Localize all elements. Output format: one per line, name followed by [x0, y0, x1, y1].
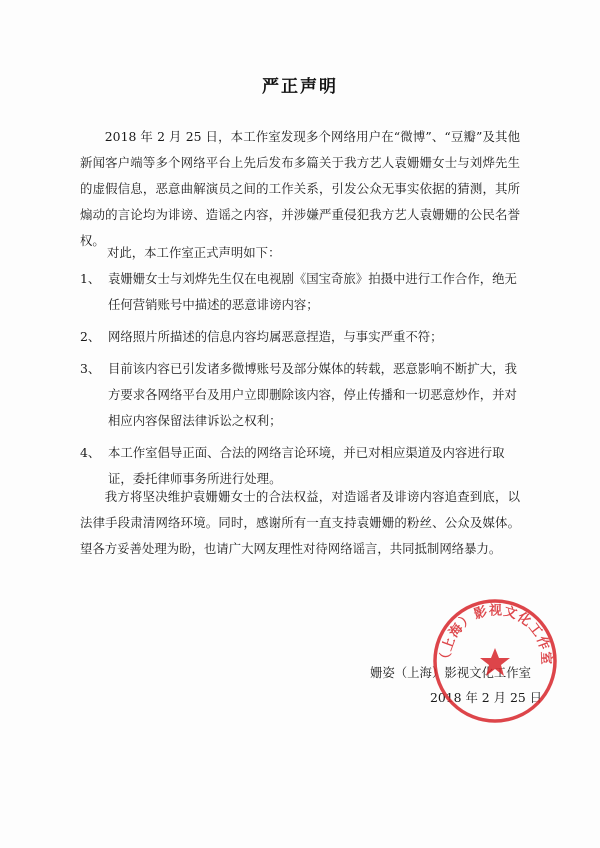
list-item-number: 3、 [80, 361, 101, 376]
seal-text: （上海）影视文化工作室 [438, 603, 554, 666]
signature: 姗姿（上海）影视文化工作室 [370, 665, 532, 680]
document-title: 严正声明 [262, 77, 338, 97]
list-item-number: 1、 [80, 271, 101, 286]
statement-paragraph-1: 2018 年 2 月 25 日，本工作室发现多个网络用户在“微博”、“豆瓣”及其他新闻客户端等多个网络平台上先后发布多篇关于我方艺人袁姗姗女士与刘烨先生的虚假信息，恶意曲解演员之间的工作关系，引发公众无事实依据的猜测，其所煽动的言论均为诽谤、造谣之内容，并涉嫌严重侵犯我方艺人袁姗姗的公民名誉权。 [80, 129, 520, 248]
list-item [80, 324, 520, 350]
list-item-text: 网络照片所描述的信息内容均属恶意捏造，与事实严重不符； [108, 329, 443, 344]
list-item [80, 356, 520, 434]
list-item [80, 266, 520, 318]
list-item-text: 本工作室倡导正面、合法的网络言论环境，并已对相应渠道及内容进行取证，委托律师事务所进行处理。 [108, 445, 505, 486]
company-seal-icon [430, 596, 560, 726]
statement-paragraph-2: 我方将坚决维护袁姗姗女士的合法权益，对造谣者及诽谤内容追查到底，以法律手段肃清网络环境。同时，感谢所有一直支持袁姗姗的粉丝、公众及媒体。望各方妥善处理为盼，也请广大网友理性对待网络谣言，共同抵制网络暴力。 [80, 489, 520, 556]
seal-star-icon [480, 648, 510, 676]
statement-intro: 对此，本工作室正式声明如下： [107, 245, 281, 260]
list-item-number: 4、 [80, 445, 101, 460]
list-item-text: 目前该内容已引发诸多微博账号及部分媒体的转载，恶意影响不断扩大，我方要求各网络平台及用户立即删除该内容，停止传播和一切恶意炒作，并对相应内容保留法律诉讼之权利； [108, 361, 517, 428]
statement-list [80, 266, 520, 498]
list-item-number: 2、 [80, 329, 101, 344]
list-item-text: 袁姗姗女士与刘烨先生仅在电视剧《国宝奇旅》拍摄中进行工作合作，绝无任何营销账号中描述的恶意诽谤内容； [108, 271, 517, 312]
signature-date: 2018 年 2 月 25 日 [430, 690, 543, 705]
